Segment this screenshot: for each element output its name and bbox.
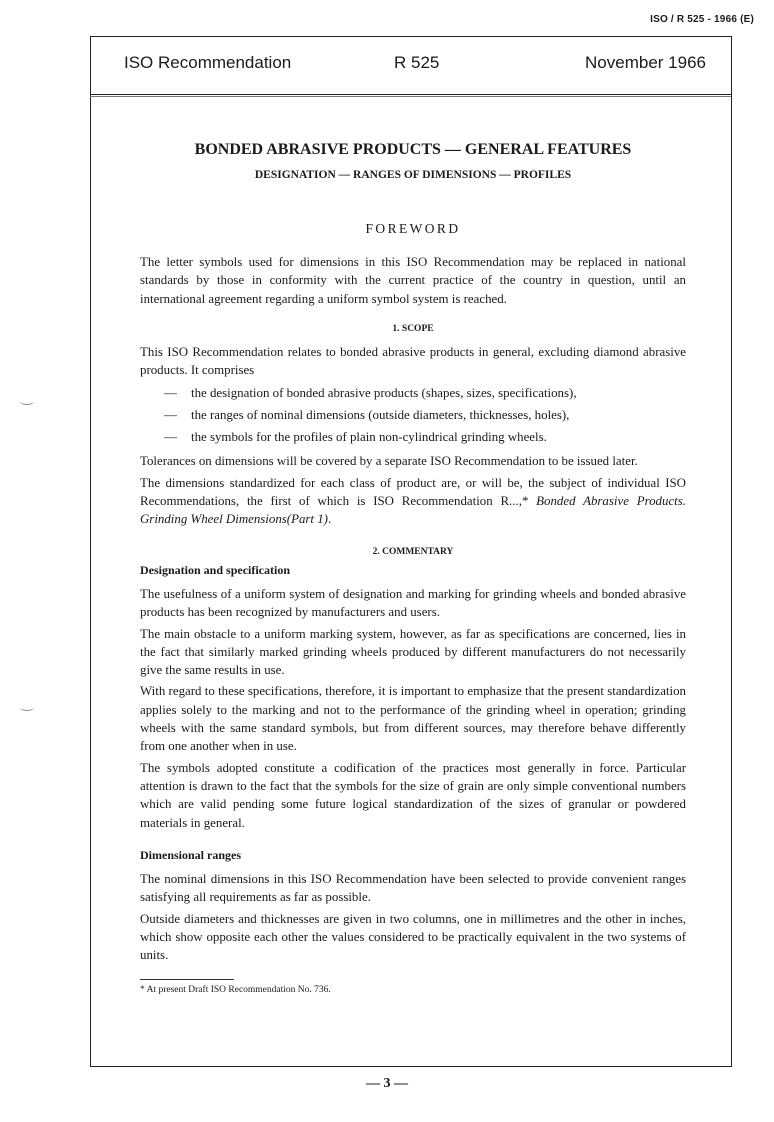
designation-heading: Designation and specification — [140, 562, 291, 577]
header-rule-secondary — [90, 96, 731, 97]
dash-bullet: — — [164, 430, 177, 445]
margin-mark — [20, 398, 34, 405]
ranges-paragraph: Outside diameters and thicknesses are given in two columns, one in millimetres and the other in inches, which show opposite each other the values considered to be practically equivalent in the two systems of units. — [140, 911, 686, 963]
foreword-text: The letter symbols used for dimensions in this ISO Recommendation may be replaced in national standards by those in conformity with the current practice of the country in question, until an international agreement regarding a uniform symbol system is reached. — [140, 255, 686, 306]
page-number: — 3 — — [366, 1076, 408, 1091]
document-body — [140, 140, 686, 997]
header-number: R 525 — [394, 53, 440, 72]
commentary-paragraph: With regard to these specifications, therefore, it is important to emphasize that the present standardization applies solely to the marking and not to the performance of the grinding wheel in operation; grinding wheels with the same standard symbols, but from different sources, may therefore behave differently from one another when in use. — [140, 684, 686, 754]
list-item: — the symbols for the profiles of plain non-cylindrical grinding wheels. — [140, 426, 686, 448]
commentary-paragraph: The symbols adopted constitute a codification of the practices most generally in force. Particular attention is drawn to the fact that the symbols for the size of grain are only simple conventional numbers which are valid pending some future logical standardization of the sizes of granular or powdered materials in general. — [140, 760, 686, 830]
commentary-paragraph: The usefulness of a uniform system of designation and marking for grinding wheels and bonded abrasive products has been recognized by manufacturers and users. — [140, 586, 686, 620]
list-item: — the designation of bonded abrasive products (shapes, sizes, specifications), — [140, 382, 686, 404]
header-rule — [90, 94, 731, 95]
foreword-heading: FOREWORD — [365, 221, 461, 236]
referenced-title: Bonded Abrasive Products. Grinding Wheel Dimensions(Part 1) — [140, 494, 686, 527]
commentary-paragraph: The main obstacle to a uniform marking system, however, as far as specifications are concerned, lies in the fact that similarly marked grinding wheels produced by different manufacturers do not necessarily give the same results in use. — [140, 626, 686, 678]
document-header — [124, 53, 706, 77]
document-subtitle: DESIGNATION — RANGES OF DIMENSIONS — PROFILES — [254, 169, 572, 181]
header-left: ISO Recommendation — [124, 53, 292, 72]
frame-bottom-rule — [90, 1066, 732, 1067]
scope-tolerances: Tolerances on dimensions will be covered by a separate ISO Recommendation to be issued later. — [140, 454, 638, 469]
dash-bullet: — — [164, 408, 177, 423]
document-title: BONDED ABRASIVE PRODUCTS — GENERAL FEATURES — [194, 141, 632, 158]
scope-intro: This ISO Recommendation relates to bonded abrasive products in general, excluding diamond abrasive products. It comprises — [140, 344, 686, 378]
footnote-rule — [140, 979, 234, 980]
ranges-heading: Dimensional ranges — [140, 847, 242, 862]
scope-list — [140, 382, 686, 448]
ranges-paragraph: The nominal dimensions in this ISO Recommendation have been selected to provide convenient ranges satisfying all requirements as far as possible. — [140, 872, 686, 905]
margin-mark — [20, 704, 34, 711]
dash-bullet: — — [164, 386, 177, 401]
header-date: November 1966 — [585, 53, 706, 72]
footnote: * At present Draft ISO Recommendation No. 736. — [140, 984, 331, 995]
list-item: — the ranges of nominal dimensions (outside diameters, thicknesses, holes), — [140, 404, 686, 426]
scope-heading: 1. SCOPE — [392, 323, 434, 334]
commentary-heading: 2. COMMENTARY — [372, 546, 454, 557]
document-reference: ISO / R 525 - 1966 (E) — [650, 14, 754, 25]
scope-dimensions: The dimensions standardized for each class of product are, or will be, the subject of individual ISO Recommendations, the first of which is ISO Recommendation R...,* Bonded Abrasive Products. Grinding Wheel Dimensions(Part 1). — [140, 475, 686, 527]
